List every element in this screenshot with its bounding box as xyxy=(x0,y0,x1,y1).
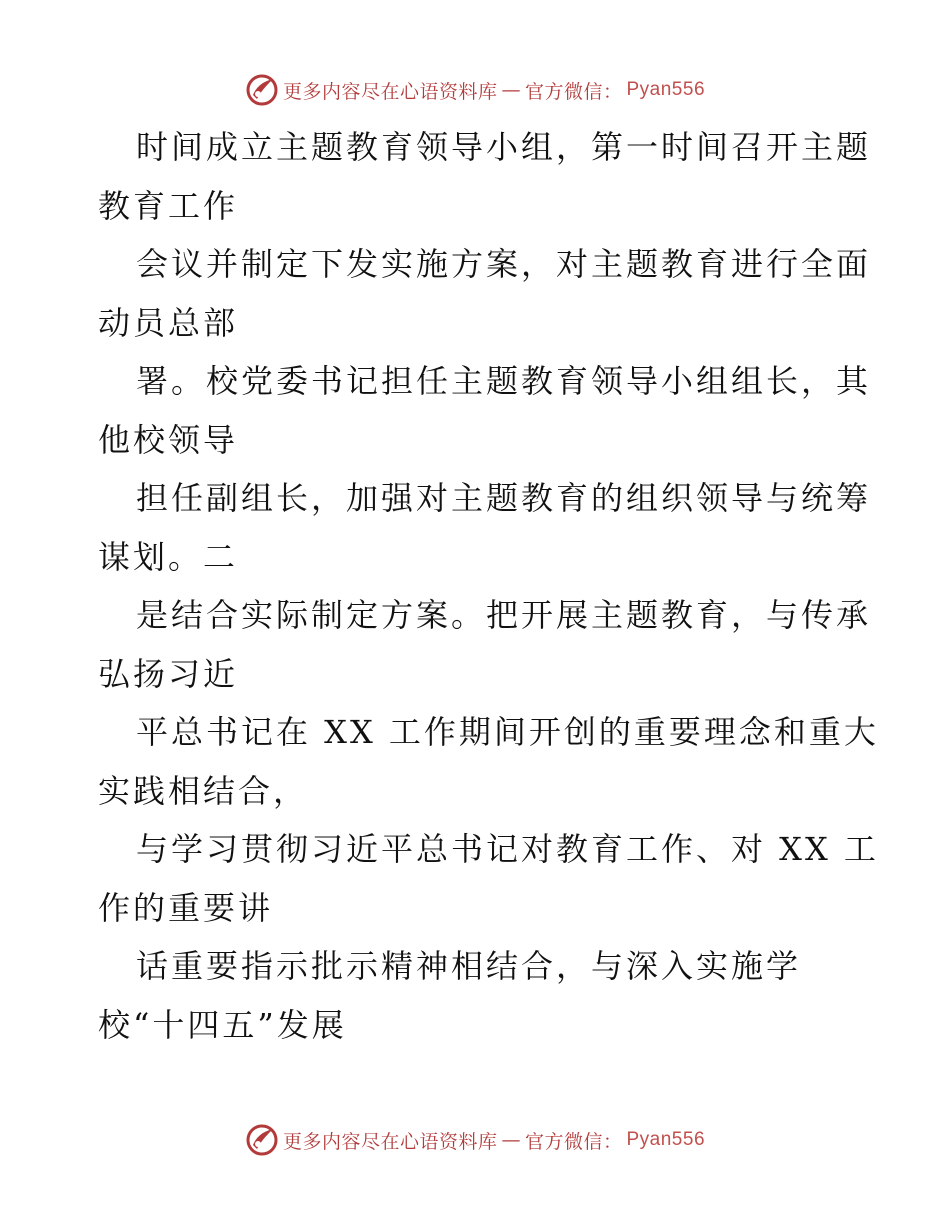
body-line: 弘扬习近 xyxy=(98,654,239,693)
watermark-dash: — xyxy=(501,79,521,101)
watermark xyxy=(245,73,705,107)
watermark-site-text: 更多内容尽在心语资料库 xyxy=(282,1130,498,1153)
body-line: 与学习贯彻习近平总书记对教育工作、对 XX 工 xyxy=(136,830,879,868)
watermark-contact-id: Pyan556 xyxy=(626,1129,706,1150)
watermark-dash: — xyxy=(501,1129,521,1151)
body-line: 校“十四五”发展 xyxy=(98,1005,347,1044)
page-footer-watermark xyxy=(0,1120,950,1160)
document-body xyxy=(98,118,879,1054)
brush-logo-icon xyxy=(245,1123,279,1157)
watermark-contact-label: 官方微信： xyxy=(524,1130,623,1153)
body-line: 实践相结合， xyxy=(98,771,309,810)
page-header-watermark xyxy=(0,70,950,110)
body-line: 署。校党委书记担任主题教育领导小组组长，其 xyxy=(136,362,872,400)
body-line: 他校领导 xyxy=(98,420,239,459)
watermark-site-text: 更多内容尽在心语资料库 xyxy=(282,80,498,103)
body-line: 时间成立主题教育领导小组，第一时间召开主题 xyxy=(136,128,872,166)
body-line: 平总书记在 XX 工作期间开创的重要理念和重大 xyxy=(136,713,879,751)
body-line: 谋划。二 xyxy=(98,537,239,576)
body-line: 话重要指示批示精神相结合，与深入实施学 xyxy=(136,947,802,985)
watermark-contact-id: Pyan556 xyxy=(626,79,706,100)
brush-logo-icon xyxy=(245,73,279,107)
watermark-contact-label: 官方微信： xyxy=(524,80,623,103)
body-line: 担任副组长，加强对主题教育的组织领导与统筹 xyxy=(136,479,872,517)
watermark xyxy=(245,1123,705,1157)
body-line: 会议并制定下发实施方案，对主题教育进行全面 xyxy=(136,245,872,283)
body-line: 作的重要讲 xyxy=(98,888,274,927)
body-line: 动员总部 xyxy=(98,303,239,342)
body-line: 是结合实际制定方案。把开展主题教育，与传承 xyxy=(136,596,872,634)
body-line: 教育工作 xyxy=(98,186,239,225)
